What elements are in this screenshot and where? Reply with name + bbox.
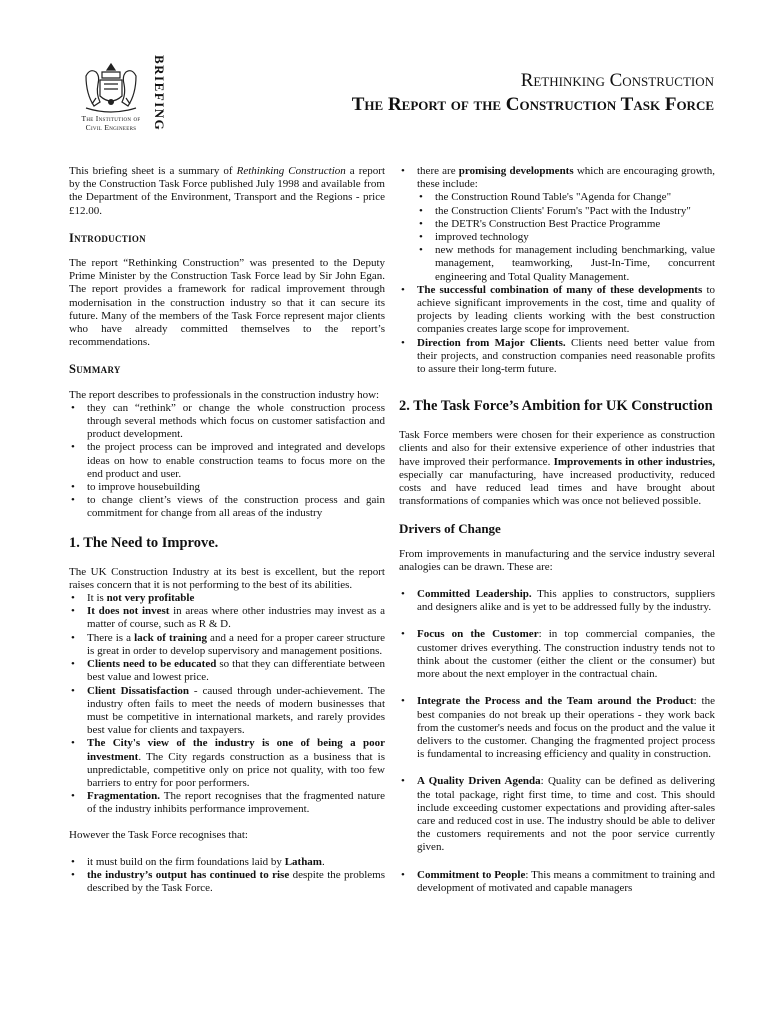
need-list <box>69 592 385 816</box>
introduction-heading: Introduction <box>69 230 146 245</box>
institution-crest-icon <box>80 58 142 114</box>
list-item: • the Construction Round Table's "Agenda for Change" <box>417 191 715 204</box>
briefing-text: BRIEFING <box>152 55 167 132</box>
summary-heading: Summary <box>69 362 121 377</box>
list-item: • there are promising developments which are encouraging growth, these include: • the Construction Round Table's "Agenda for Change" • the Construction Clients' Forum's "Pact with the Industry" • the DETR's Construction Best Practice Programme • improved technology • new methods for management including benchmarking, value management, teamworking, Just-In-Time, concurrent engineering and Total Quality Management. <box>399 165 715 284</box>
institution-line-1: The Institution of <box>81 114 141 123</box>
list-item: • Fragmentation. The report recognises that the fragmented nature of the industry inhibits performance improvement. <box>69 790 385 816</box>
document-title-line-2: The Report of the Construction Task Force <box>351 94 714 115</box>
ambition-text: Task Force members were chosen for their experience as construction clients and also for their extensive experience of other industries that have improved their performance. Improvements in other industries, especially car manufacturing, have increased productivity, reduced costs and have reduced lead times and have brought about transformations of companies which was once not believed possible. <box>399 429 715 508</box>
intro-paragraph: This briefing sheet is a summary of Rethinking Construction a report by the Construction Task Force published July 1998 and available from the Department of the Environment, Transport and the Regions - price £12.00. <box>69 165 385 217</box>
list-item: • Integrate the Process and the Team around the Product: the best companies do not break up their operations - they work back from the customer's needs and focus on the product and the value it delivers to the customer. Changing the fragmented project process is fundamental to increasing efficiency and quality in construction. <box>399 695 715 761</box>
list-item: • the industry’s output has continued to rise despite the problems described by the Task Force. <box>69 869 385 895</box>
summary-text: The report describes to professionals in the construction industry how: <box>69 388 380 401</box>
document-title-line-1: Rethinking Construction <box>520 70 714 91</box>
list-item: • to change client’s views of the construction process and gain commitment for change from all areas of the industry <box>69 494 385 520</box>
list-item: • It does not invest in areas where other industries may invest as a matter of course, such as R & D. <box>69 605 385 631</box>
list-item: • new methods for management including benchmarking, value management, teamworking, Just-In-Time, concurrent engineering and Total Quality Management. <box>417 244 715 284</box>
need-heading: 1. The Need to Improve. <box>69 534 219 551</box>
drivers-list <box>399 588 715 895</box>
summary-list <box>69 402 385 521</box>
list-item: • The successful combination of many of these developments to achieve significant improvements in the cost, time and quality of projects by leading clients working with the best construction companies creates large scope for improvement. <box>399 284 715 337</box>
list-item: • A Quality Driven Agenda: Quality can be defined as delivering the total package, right first time, to time and cost. This should include exceeding customer expectations and providing after-sales care and reduced cost in use. The industry should be able to deliver the customers requirements and not the poor service currently given. <box>399 775 715 854</box>
list-item: • There is a lack of training and a need for a proper career structure is great in order to develop supervisory and management positions. <box>69 632 385 658</box>
list-item: • It is not very profitable <box>69 592 385 605</box>
list-item: • Client Dissatisfaction - caused through under-achievement. The industry often fails to meet the needs of modern businesses that must be competitive in international markets, and rarely provides best value for clients and taxpayers. <box>69 685 385 738</box>
institution-line-2: Civil Engineers <box>85 122 137 132</box>
list-item: • it must build on the firm foundations laid by Latham. <box>69 856 385 869</box>
list-item: • the project process can be improved and integrated and develops ideas on how to enable construction teams to focus more on the end product and user. <box>69 441 385 481</box>
list-item: • to improve housebuilding <box>69 481 385 494</box>
briefing-label <box>147 55 171 135</box>
list-item: • they can “rethink” or change the whole construction process through several methods which focus on customer satisfaction and product development. <box>69 402 385 442</box>
however-list <box>69 856 385 896</box>
developments-sublist <box>417 191 715 283</box>
list-item: • Direction from Major Clients. Clients need better value from their projects, and construction companies need reasonable profits to assure their long-term future. <box>399 337 715 377</box>
however-text: However the Task Force recognises that: <box>69 828 248 841</box>
drivers-heading: Drivers of Change <box>399 521 501 537</box>
list-item: • Clients need to be educated so that they can differentiate between best value and lowest price. <box>69 658 385 684</box>
introduction-text: The report “Rethinking Construction” was presented to the Deputy Prime Minister by the Construction Task Force lead by Sir John Egan. The report provides a framework for radical improvement through modernisation in the construction industry so that it can secure its future. Many of the members of the Task Force represent major clients who have already committed themselves to the report’s recommendations. <box>69 257 385 349</box>
list-item: • Focus on the Customer: in top commercial companies, the customer drives everything. The construction industry tends not to think about the customer (either the client or the consumer) but more about the next employer in the contractual chain. <box>399 628 715 681</box>
institution-name <box>66 115 156 132</box>
list-item: • the Construction Clients' Forum's "Pact with the Industry" <box>417 205 715 218</box>
right-column <box>399 165 715 909</box>
list-item: • The City's view of the industry is one of being a poor investment. The City regards construction as a business that is unpredictable, competitive only on price not quality, with too few barriers to entry for poor performers. <box>69 737 385 790</box>
list-item: • the DETR's Construction Best Practice Programme <box>417 218 715 231</box>
drivers-text: From improvements in manufacturing and the service industry several analogies can be drawn. These are: <box>399 547 715 573</box>
list-item: • improved technology <box>417 231 715 244</box>
left-column <box>69 165 385 907</box>
ambition-heading: 2. The Task Force’s Ambition for UK Construction <box>399 398 713 415</box>
need-text: The UK Construction Industry at its best is excellent, but the report raises concern that it is not performing to the best of its abilities. <box>69 565 385 591</box>
list-item: • Committed Leadership. This applies to constructors, suppliers and designers alike and is yet to be addressed fully by the industry. <box>399 588 715 614</box>
list-item: • Commitment to People: This means a commitment to training and development of motivated and capable managers <box>399 869 715 895</box>
page-header <box>0 0 768 150</box>
developments-list <box>399 165 715 376</box>
